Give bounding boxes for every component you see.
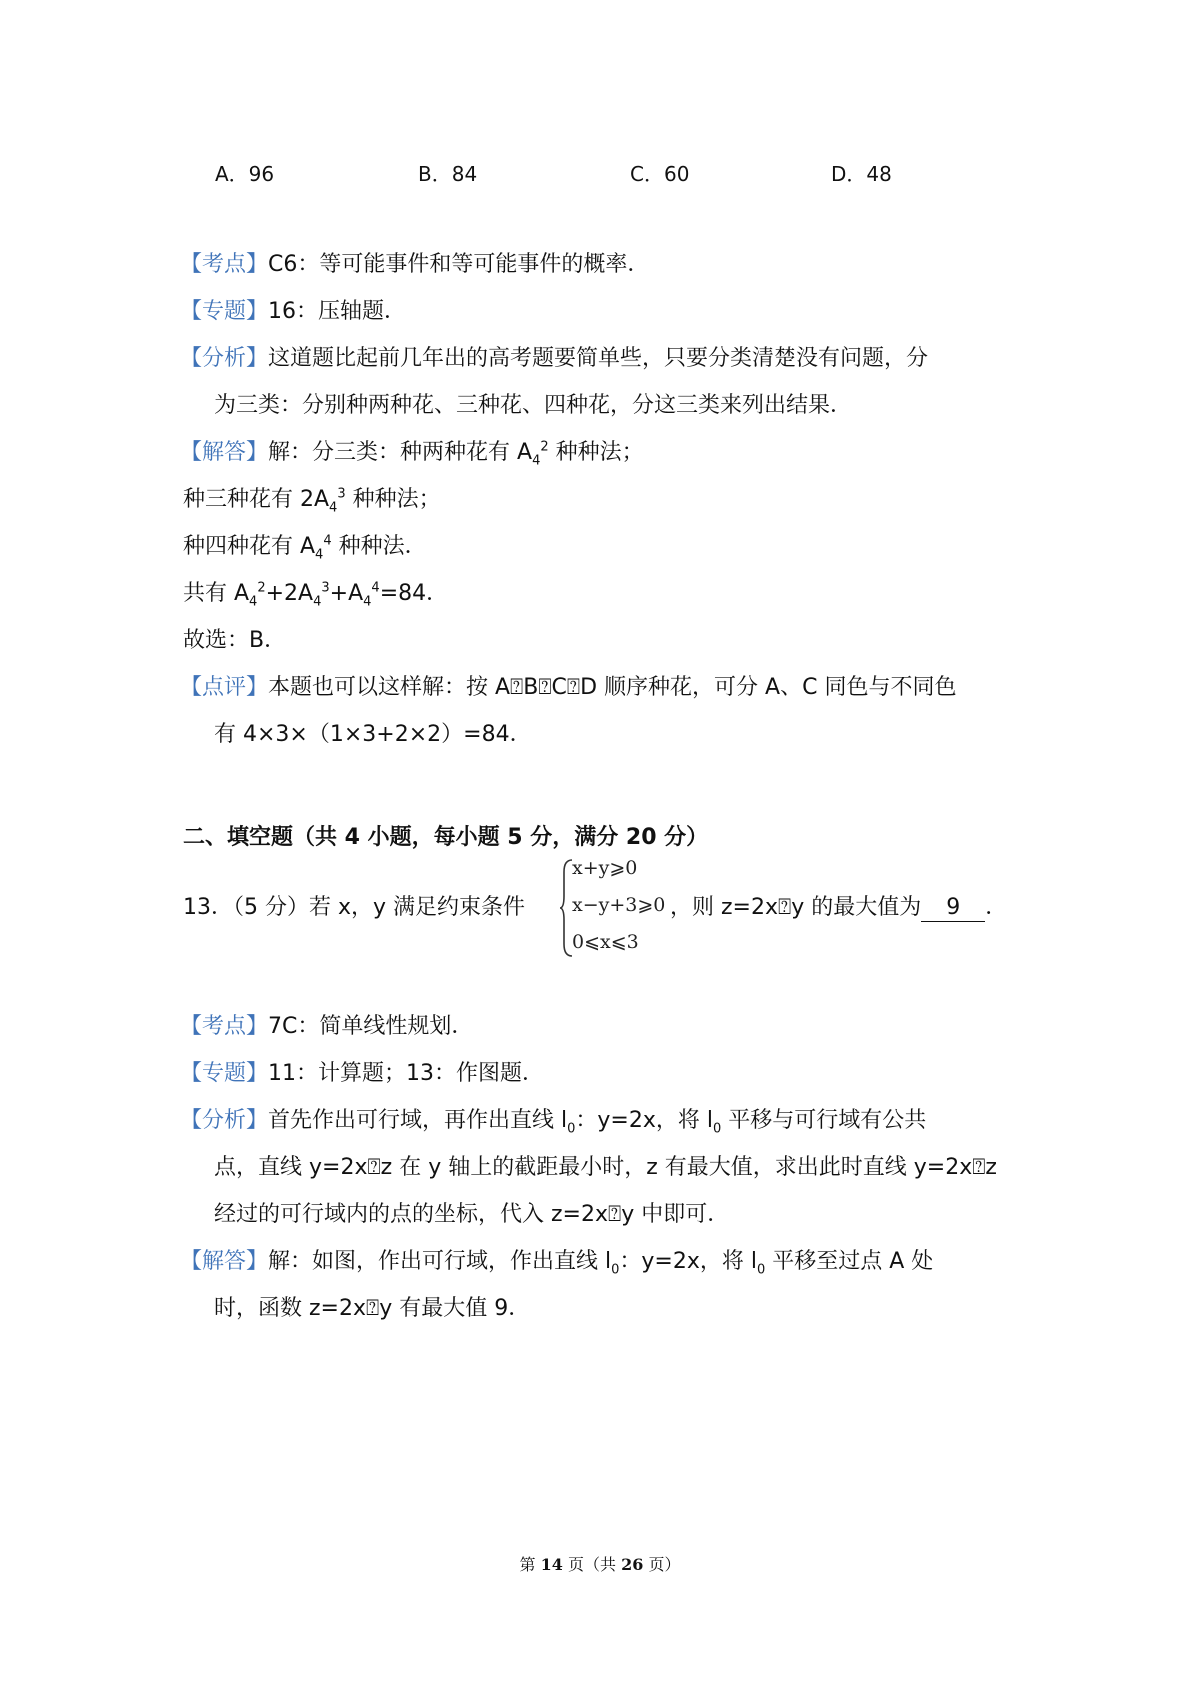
fenxi-tag: 【分析】	[180, 1108, 269, 1133]
q12-line5: 故选：B．	[183, 628, 287, 653]
zhuanti-tag: 【专题】	[180, 299, 269, 324]
sub: 0	[712, 1121, 722, 1137]
q13-end: ．	[985, 895, 1008, 920]
text: ：y=2x，将 l	[575, 1108, 713, 1133]
q13-question-prefix: 13．（5 分）若 x，y 满足约束条件	[183, 895, 526, 920]
sup: 2	[257, 580, 266, 596]
q13-fenxi-line3: 经过的可行域内的点的坐标，代入 z=2x⍰y 中即可．	[214, 1202, 730, 1227]
page-number: 14	[540, 1555, 563, 1574]
q13-mid: ，则 z=2x⍰y 的最大值为	[670, 895, 922, 920]
q12-zhuanti	[180, 297, 406, 327]
section-heading: 二、填空题（共 4 小题，每小题 5 分，满分 20 分）	[183, 825, 709, 850]
sup: 2	[540, 439, 549, 455]
answer-blank: 9	[921, 895, 985, 922]
sub: 0	[611, 1262, 620, 1278]
text: 平移至过点 A 处	[765, 1249, 934, 1274]
text-post: 种种法．	[331, 534, 427, 559]
kaodian-tag: 【考点】	[180, 252, 269, 277]
jieda-tag: 【解答】	[180, 1249, 269, 1274]
text: =84．	[379, 581, 449, 606]
sub: 4	[329, 500, 338, 516]
q12-line3	[183, 532, 427, 562]
q12-dianping-line2: 有 4×3×（1×3+2×2）=84．	[214, 722, 532, 747]
text: +2A	[265, 581, 314, 606]
fenxi-tag: 【分析】	[180, 346, 269, 371]
option-a: A．96	[215, 162, 275, 186]
dianping-tag: 【点评】	[180, 675, 269, 700]
text: ：y=2x，将 l	[619, 1249, 757, 1274]
option-c: C．60	[630, 162, 690, 186]
q13-jieda-line2: 时，函数 z=2x⍰y 有最大值 9．	[214, 1296, 531, 1321]
q12-fenxi	[180, 344, 928, 374]
option-b: B．84	[418, 162, 478, 186]
jieda-text-post: 种种法；	[548, 440, 644, 465]
constraint-1: x+y⩾0	[572, 857, 638, 879]
sub: 0	[756, 1262, 766, 1278]
footer-mid: 页（共	[562, 1555, 622, 1574]
page-footer	[0, 1552, 1200, 1575]
jieda-text: 解：分三类：种两种花有 A	[268, 440, 533, 465]
text: 首先作出可行域，再作出直线 l	[268, 1108, 568, 1133]
constraint-2: x−y+3⩾0	[572, 894, 666, 916]
q12-line2	[183, 485, 441, 515]
text-post: 种种法；	[345, 487, 441, 512]
dianping-line1: 本题也可以这样解：按 A⍰B⍰C⍰D 顺序种花，可分 A、C 同色与不同色	[268, 675, 957, 700]
q13-fenxi-line2: 点，直线 y=2x⍰z 在 y 轴上的截距最小时，z 有最大值，求出此时直线 y=2x⍰z	[214, 1155, 997, 1180]
sub: 0	[567, 1121, 576, 1137]
text: 解：如图，作出可行域，作出直线 l	[268, 1249, 612, 1274]
sup: 3	[321, 580, 330, 596]
sub: 4	[249, 594, 258, 610]
sup: 3	[337, 486, 346, 502]
q13-jieda	[180, 1247, 933, 1277]
text: 种四种花有 A	[183, 534, 316, 559]
sub: 4	[532, 453, 541, 469]
fenxi-line1: 这道题比起前几年出的高考题要简单些，只要分类清楚没有问题，分	[268, 346, 929, 371]
sup: 4	[371, 580, 380, 596]
kaodian-text: C6：等可能事件和等可能事件的概率．	[268, 252, 650, 277]
q13-fenxi	[180, 1106, 926, 1136]
sub: 4	[363, 594, 372, 610]
zhuanti-text: 11：计算题；13：作图题．	[268, 1061, 545, 1086]
footer-pre: 第	[519, 1555, 541, 1574]
zhuanti-text: 16：压轴题．	[268, 299, 407, 324]
text: 种三种花有 2A	[183, 487, 330, 512]
q12-dianping	[180, 673, 956, 703]
jieda-tag: 【解答】	[180, 440, 269, 465]
q13-kaodian	[180, 1012, 473, 1042]
page-total: 26	[621, 1555, 644, 1574]
q12-jieda	[180, 438, 644, 468]
q12-kaodian	[180, 250, 649, 280]
option-d: D．48	[831, 162, 892, 186]
q13-zhuanti	[180, 1059, 544, 1089]
text: +A	[329, 581, 364, 606]
kaodian-tag: 【考点】	[180, 1014, 269, 1039]
constraint-system	[560, 857, 666, 958]
sub: 4	[313, 594, 322, 610]
q12-line4	[183, 579, 448, 609]
text: 共有 A	[183, 581, 250, 606]
constraint-3: 0⩽x⩽3	[572, 931, 639, 953]
zhuanti-tag: 【专题】	[180, 1061, 269, 1086]
sub: 4	[315, 547, 324, 563]
q12-fenxi-line2: 为三类：分别种两种花、三种花、四种花，分这三类来列出结果．	[214, 393, 853, 418]
kaodian-text: 7C：简单线性规划．	[268, 1014, 474, 1039]
sup: 4	[323, 533, 332, 549]
footer-post: 页）	[643, 1555, 681, 1574]
q13-question-suffix	[670, 893, 1007, 923]
text: 平移与可行域有公共	[721, 1108, 927, 1133]
